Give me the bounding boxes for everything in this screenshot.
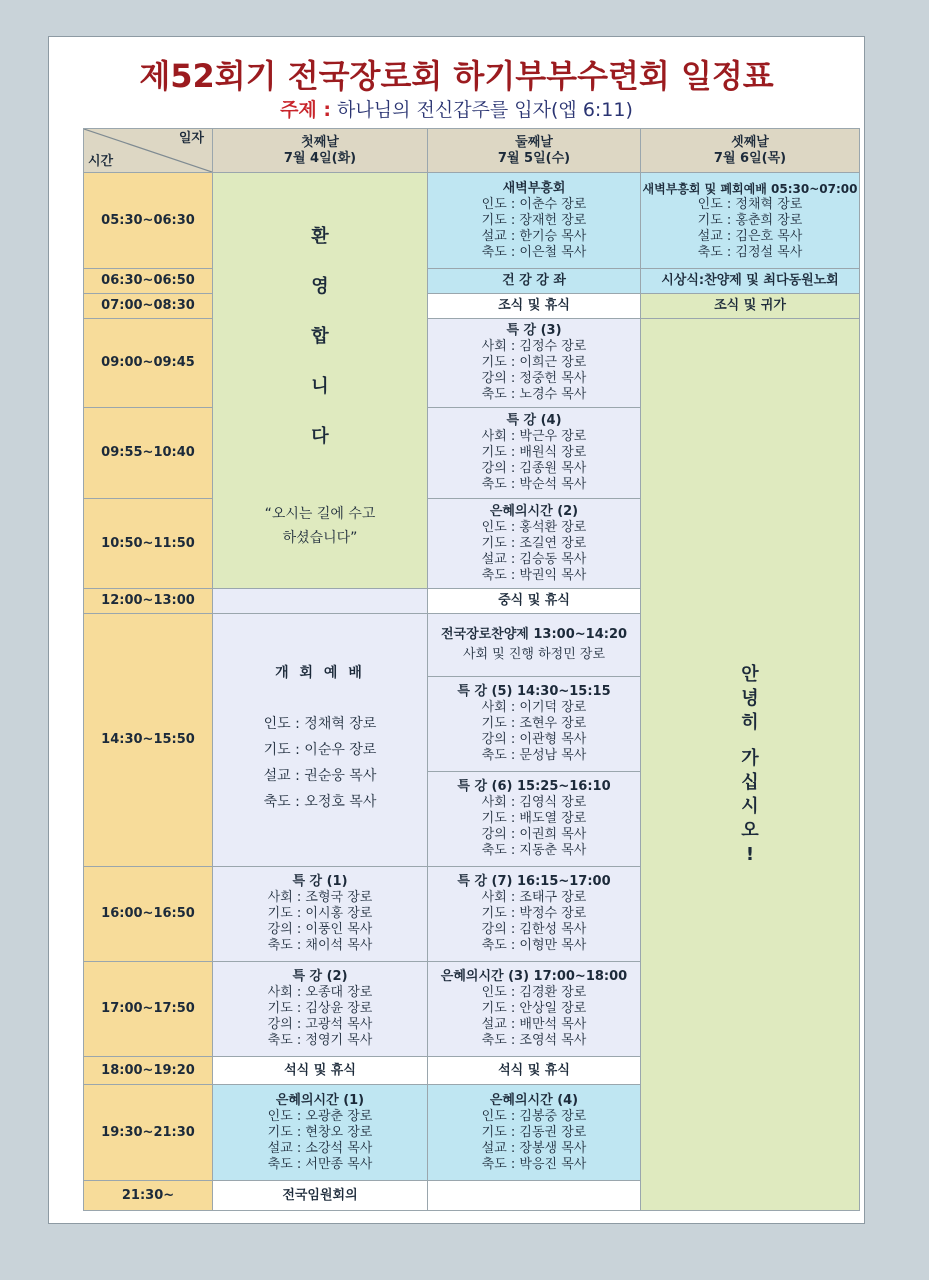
time-slot: 05:30~06:30 bbox=[84, 173, 213, 269]
page-subtitle bbox=[49, 95, 864, 122]
day2-afternoon-block bbox=[428, 614, 641, 867]
day1-lunch-gap bbox=[213, 589, 428, 614]
subtitle-label: 주제 : bbox=[280, 99, 331, 121]
schedule-table bbox=[83, 128, 860, 1211]
day2-health-lecture: 건 강 강 좌 bbox=[428, 269, 641, 294]
day1-officers-meeting: 전국임원회의 bbox=[213, 1181, 428, 1211]
day2-breakfast: 조식 및 휴식 bbox=[428, 294, 641, 319]
header-corner bbox=[84, 129, 213, 173]
day2-lecture-4: 특 강 (4) 사회 : 박근우 장로 기도 : 배원식 장로 강의 : 김종원 목사 축도 : 박순석 목사 bbox=[428, 408, 641, 499]
time-slot: 16:00~16:50 bbox=[84, 867, 213, 962]
day1-welcome: 환 영 합 니 다 “오시는 길에 수고 하셨습니다” bbox=[213, 173, 428, 589]
time-slot: 18:00~19:20 bbox=[84, 1057, 213, 1085]
time-slot: 07:00~08:30 bbox=[84, 294, 213, 319]
header-day-2: 둘째날 7월 5일(수) bbox=[428, 129, 641, 173]
day2-lecture-5: 특 강 (5) 14:30~15:15 사회 : 이기덕 장로 기도 : 조현우 장로 강의 : 이관형 목사 축도 : 문성남 목사 bbox=[428, 677, 640, 772]
day3-dawn-closing-worship: 새벽부흥회 및 폐회예배 05:30~07:00 인도 : 정채혁 장로 기도 : 홍춘희 장로 설교 : 김은호 목사 축도 : 김정설 목사 bbox=[641, 173, 860, 269]
day1-lecture-1: 특 강 (1) 사회 : 조형국 장로 기도 : 이시홍 장로 강의 : 이풍인 목사 축도 : 채이석 목사 bbox=[213, 867, 428, 962]
day2-grace-time-4: 은혜의시간 (4) 인도 : 김봉중 장로 기도 : 김동권 장로 설교 : 장봉생 목사 축도 : 박응진 목사 bbox=[428, 1085, 641, 1181]
day2-lecture-3: 특 강 (3) 사회 : 김정수 장로 기도 : 이희근 장로 강의 : 정중헌 목사 축도 : 노경수 목사 bbox=[428, 319, 641, 408]
day2-lunch: 중식 및 휴식 bbox=[428, 589, 641, 614]
day2-dinner: 석식 및 휴식 bbox=[428, 1057, 641, 1085]
corner-top-label: 일자 bbox=[178, 131, 204, 146]
day2-praise-festival: 전국장로찬양제 13:00~14:20 사회 및 진행 하정민 장로 bbox=[428, 614, 640, 677]
time-slot: 19:30~21:30 bbox=[84, 1085, 213, 1181]
time-slot: 09:55~10:40 bbox=[84, 408, 213, 499]
time-slot: 14:30~15:50 bbox=[84, 614, 213, 867]
day3-award-ceremony: 시상식:찬양제 및 최다동원노회 bbox=[641, 269, 860, 294]
header-day-3: 셋째날 7월 6일(목) bbox=[641, 129, 860, 173]
time-slot: 17:00~17:50 bbox=[84, 962, 213, 1057]
schedule-sheet bbox=[49, 37, 864, 1223]
time-slot: 21:30~ bbox=[84, 1181, 213, 1211]
subtitle-text: 하나님의 전신갑주를 입자(엡 6:11) bbox=[331, 99, 633, 121]
day2-lecture-7: 특 강 (7) 16:15~17:00 사회 : 조태구 장로 기도 : 박정수 장로 강의 : 김한성 목사 축도 : 이형만 목사 bbox=[428, 867, 641, 962]
day2-grace-time-2: 은혜의시간 (2) 인도 : 홍석환 장로 기도 : 조길연 장로 설교 : 김승동 목사 축도 : 박권익 목사 bbox=[428, 499, 641, 589]
day3-breakfast: 조식 및 귀가 bbox=[641, 294, 860, 319]
header-day-1: 첫째날 7월 4일(화) bbox=[213, 129, 428, 173]
day2-dawn-revival: 새벽부흥회 인도 : 이춘수 장로 기도 : 장재헌 장로 설교 : 한기승 목사 축도 : 이은철 목사 bbox=[428, 173, 641, 269]
day1-grace-time-1: 은혜의시간 (1) 인도 : 오광춘 장로 기도 : 현창오 장로 설교 : 소강석 목사 축도 : 서만종 목사 bbox=[213, 1085, 428, 1181]
day2-grace-time-3: 은혜의시간 (3) 17:00~18:00 인도 : 김경환 장로 기도 : 안상일 장로 설교 : 배만석 목사 축도 : 조영석 목사 bbox=[428, 962, 641, 1057]
day1-opening-worship: 개 회 예 배 인도 : 정채혁 장로 기도 : 이순우 장로 설교 : 권순웅 목사 축도 : 오정호 목사 bbox=[213, 614, 428, 867]
time-slot: 10:50~11:50 bbox=[84, 499, 213, 589]
day2-empty-cell bbox=[428, 1181, 641, 1211]
day3-farewell: 안 녕 히 가 십 시 오 ! bbox=[641, 319, 860, 1211]
day1-dinner: 석식 및 휴식 bbox=[213, 1057, 428, 1085]
time-slot: 12:00~13:00 bbox=[84, 589, 213, 614]
page-title: 제52회기 전국장로회 하기부부수련회 일정표 bbox=[139, 57, 774, 95]
corner-bottom-label: 시간 bbox=[88, 154, 114, 169]
day2-lecture-6: 특 강 (6) 15:25~16:10 사회 : 김영식 장로 기도 : 배도열 장로 강의 : 이권희 목사 축도 : 지동춘 목사 bbox=[457, 779, 611, 858]
time-slot: 06:30~06:50 bbox=[84, 269, 213, 294]
time-slot: 09:00~09:45 bbox=[84, 319, 213, 408]
day1-lecture-2: 특 강 (2) 사회 : 오종대 장로 기도 : 김상윤 장로 강의 : 고광석 목사 축도 : 정영기 목사 bbox=[213, 962, 428, 1057]
